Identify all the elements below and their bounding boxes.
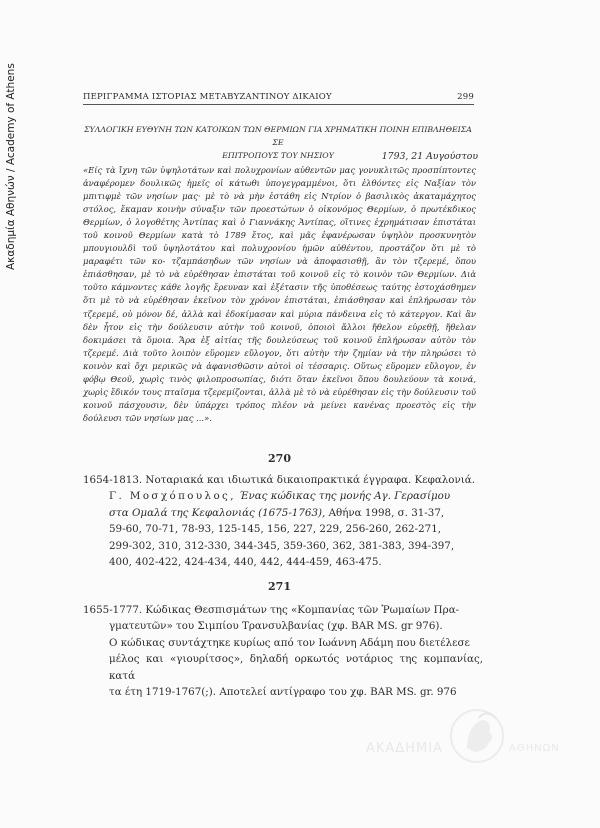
side-label: Ακαδημία Αθηνών / Academy of Athens <box>5 63 17 270</box>
quote-line: δουλεύσεως τοῦ κοινοῦ ἐπλήρωσαν αὐτὸν τὸν τζερεμέ. Διὰ τοῦτο λοιπὸν εὕρομεν εὔλογον, <box>83 334 476 358</box>
quote-line: τῶν νησίων μας· μὲ τὸ νὰ μὴν ἐστάθη εἰς Ντρίον ὁ βασιλικὸς ἀκαταμάχητος στόλος, <box>83 191 476 215</box>
entry-line <box>83 488 483 504</box>
quote-line: λογοθέτης Ἀντίπας καὶ ὁ Γιαννάκης Ἀντίπας, οἵτινες ἐχρημάτισαν ἐπιστάται τοῦ κοινοῦ <box>83 217 476 241</box>
quote-line: ἐκεῖνον τὸν χρόνον ἐπιστάται, ἐπιάσθησαν καὶ ἐπλήρωσαν τὸν τζερεμέ, οὐ μόνον δέ, ἀλλὰ <box>83 295 476 319</box>
heading-line-2: ΕΠΙΤΡΟΠΟΥΣ ΤΟΥ ΝΗΣΙΟΥ <box>222 151 334 160</box>
quoted-document <box>83 164 476 425</box>
entry-line: 299-302, 310, 312-330, 344-345, 359-360, 362, 381-383, 394-397, <box>109 539 455 552</box>
quote-line: εὑρέθησαν ἐπιστάται τοῦ κοινοῦ εἰς τὸ κοινὸν τῶν Θερμίων. Διὰ τοῦτο κάμνοντες κάθε <box>83 269 477 293</box>
entry-author: Γ. Μοσχόπουλος, <box>109 490 236 503</box>
running-header <box>83 92 474 105</box>
quote-line: ὑψηλοτάτου καὶ πολυχρονίου ἡμῶν αὐθέντου, προστάζον ὅτι μὲ τὸ μαραφέτι τῶν κο- <box>83 243 476 267</box>
entry-271 <box>83 602 483 700</box>
watermark-left-text: ΑΚΑΔΗΜΙΑ <box>366 740 443 756</box>
entry-line <box>83 505 483 521</box>
heading-line-1: ΣΥΛΛΟΓΙΚΗ ΕΥΘΥΝΗ ΤΩΝ ΚΑΤΟΙΚΩΝ ΤΩΝ ΘΕΡΜΙΩΝ ΓΙΑ ΧΡΗΜΑΤΙΚΗ ΠΟΙΝΗ ΕΠΙΒΛΗΘΕΙΣΑ ΣΕ <box>84 125 472 147</box>
athena-head-icon <box>449 708 505 764</box>
quote-line: οἱ τέσσαρις. Οὕτως εὕρομεν εὔλογον, ἐν φόβῳ Θεοῦ, χωρὶς τινὸς φιλοπροσωπίας, διότι <box>83 360 476 384</box>
academy-watermark <box>366 708 560 764</box>
quote-line: τζαμπάσηδων τῶν νησίων νὰ ἀποφασισθῇ, ἂν τὸν τζερεμέ, ὅπου ἐπιάσθησαν, μὲ τὸ νὰ <box>83 256 477 280</box>
quote-line: ὅταν ἐκεῖνοι ὅπου δουλεύουν τὰ κοινά, χωρὶς ἔδικόν τους πταῖσμα τζερεμίζονται, ἀλλὰ <box>83 373 477 397</box>
quote-line: αὐτὴν τοῦ κοινοῦ, ὁποιοὶ ἄλλοι ἤθελον εὑρεθῇ, ἤθελαν δοκιμάσει τὰ ὅμοια. Ἄρα ἐξ αἰτίας τῆς <box>83 321 476 345</box>
entry-line: 1654-1813. Νοταριακά και ιδιωτικά δικαιοπρακτικά έγγραφα. Κεφαλονιά. <box>83 474 476 486</box>
entry-number-271: 271 <box>268 580 291 593</box>
entry-line: γματευτῶν» του Σιμπίου Τρανσυλβανίας (χφ. BAR MS. gr 976). <box>109 620 443 633</box>
quote-line: ὅτι αὐτὴν τὴν ζημίαν νὰ τὴν πληρώσει τὸ κοινὸν καὶ ὄχι μερικῶς νὰ ἀφανισθῶσιν αὐτοὶ <box>83 347 476 371</box>
entry-line: Ο κώδικας συντάχτηκε κυρίως από τον Ιωάννη Αδάμη που διετέλεσε <box>109 636 470 649</box>
watermark-right-text: ΑΘΗΝΩΝ <box>508 742 560 754</box>
entry-line: 59-60, 70-71, 78-93, 125-145, 156, 227, 229, 256-260, 262-271, <box>109 523 442 536</box>
quote-line: νὰ μείνει κανένας προεστὸς εἰς τὴν δούλευσι τῶν νησίων μας ...». <box>83 399 476 423</box>
document-date: 1793, 21 Αυγούστου <box>381 151 478 162</box>
entry-title: Ένας κώδικας της μονής Αγ. Γερασίμου <box>239 490 451 503</box>
quote-line: λογῆς ἔρευναν καὶ ἐξέτασιν τῆς ὑποθέσεως ταύτης ἐστοχάσθημεν ὅτι μὲ τὸ νὰ εὑρέθησαν <box>83 282 476 306</box>
entry-number-270: 270 <box>268 452 291 465</box>
entry-line: τα έτη 1719-1767(;). Αποτελεί αντίγραφο του χφ. BAR MS. gr. 976 <box>109 686 457 699</box>
header-title: ΠΕΡΙΓΡΑΜΜΑ ΙΣΤΟΡΙΑΣ ΜΕΤΑΒΥΖΑΝΤΙΝΟΥ ΔΙΚΑΙΟΥ <box>83 92 332 102</box>
entry-270 <box>83 472 483 570</box>
entry-publication: Αθήνα 1998, σ. 31-37, <box>328 506 445 519</box>
entry-line: 1655-1777. Κώδικας Θεσπισμάτων της «Κομπανίας τῶν Ῥωμαίων Πρα- <box>83 604 460 616</box>
quote-line: ἔκαμαν κοινὴν σύναξιν τῶν προεστώτων ὁ οἰκονόμος Θερμίων, ὁ πρωτέκδικος Θερμίων, ὁ <box>83 204 476 228</box>
entry-line: 400, 402-422, 424-434, 440, 442, 444-459, 463-475. <box>109 556 382 569</box>
quote-line: Θερμίων κατὰ τὸ 1789 ἔτος, καὶ μᾶς ἐφανέρωσαν ὑψηλὸν προσκυνητὸν μπουγιουλδὶ τοῦ <box>83 230 476 254</box>
quote-line: ἀναφέρομεν δουλικῶς ἡμεῖς οἱ κάτωθι ὑπογεγραμμένοι, ὅτι ἐλθόντες εἰς Ναξίαν τὸν μπιτιφμὲ <box>83 178 476 202</box>
quote-line: καὶ ἐδοκίμασαν καὶ μύρια πάνδεινα εἰς τὸ κάτεργον. Καὶ ἂν δὲν ἦτον εἰς τὴν δούλευσιν <box>83 308 476 332</box>
quote-line: μὲ τὸ νὰ εὑρέθησαν εἰς τὴν δούλευσιν τοῦ κοινοῦ πάσχουσιν, δὲν ὑπάρχει τρόπος πλέον <box>83 386 476 410</box>
page-number: 299 <box>457 92 474 102</box>
entry-line: μέλος και «γιουρίτσος», δηλαδή ορκωτός νοτάριος της κομπανίας, κατά <box>109 653 483 682</box>
entry-title-cont: στα Ομαλά της Κεφαλονιάς (1675-1763), <box>109 506 326 519</box>
quote-line: «Είς τὰ ἴχνη τῶν ὑψηλοτάτων καὶ πολυχρονίων αὐθεντῶν μας γονυκλιτῶς προσπίπτοντες <box>83 165 476 175</box>
